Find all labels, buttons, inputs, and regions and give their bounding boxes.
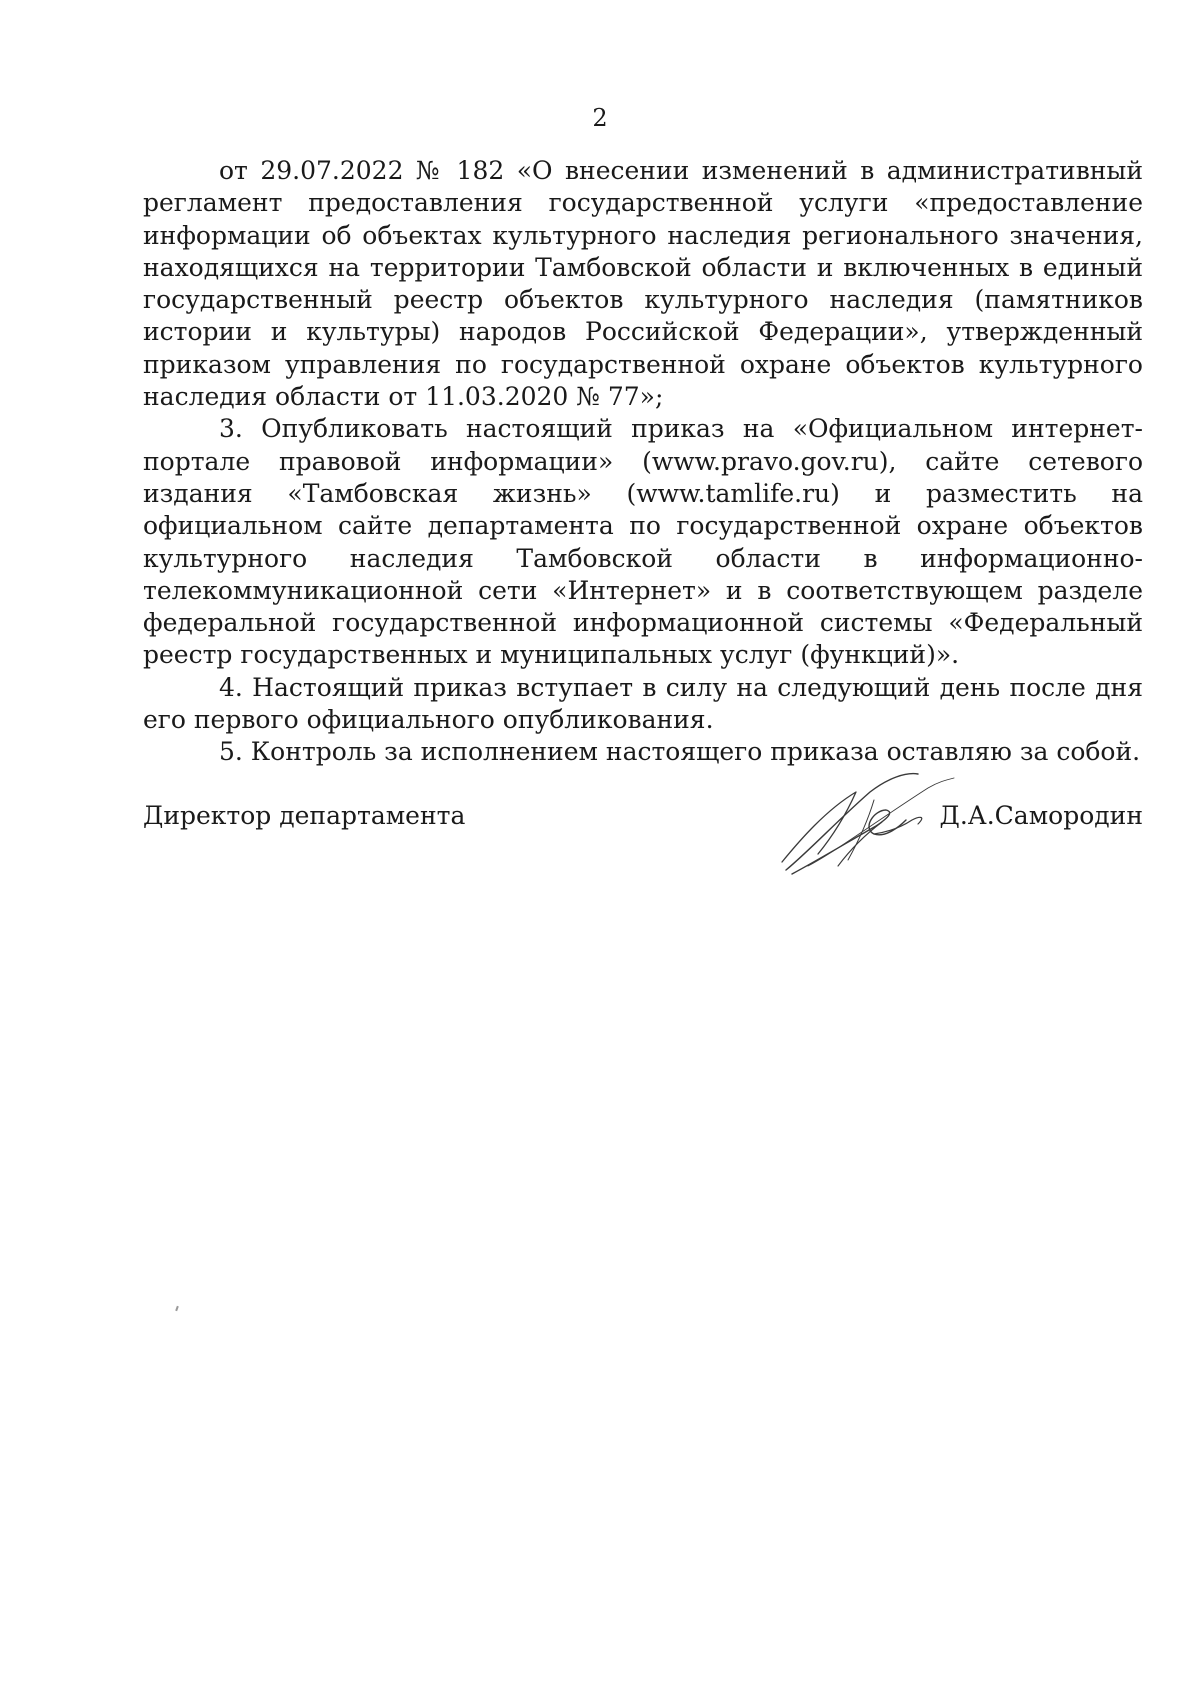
paragraph-amendment-reference: от 29.07.2022 № 182 «О внесении изменений в административный регламент предоставления государственной услуги «предоставление информации об объектах культурного наследия регионального значения, находящихся на территории Тамбовской области и включенных в единый государственный реестр объектов культурного наследия (памятников истории и культуры) народов Российской Федерации», утвержденный приказом управления по государственной охране объектов культурного наследия области от 11.03.2020 № 77»; <box>143 156 1143 412</box>
page-number: 2 <box>592 104 608 132</box>
paragraph-publication-order: 3. Опубликовать настоящий приказ на «Официальном интернет-портале правовой информации» (www.pravo.gov.ru), сайте сетевого издания «Тамбовская жизнь» (www.tamlife.ru) и разместить на официальном сайте департамента по государственной охране объектов культурного наследия Тамбовской области в информационно-телекоммуникационной сети «Интернет» и в соответствующем разделе федеральной государственной информационной системы «Федеральный реестр государственных и муниципальных услуг (функций)». <box>143 414 1143 670</box>
handwritten-signature-icon <box>778 770 958 880</box>
signer-name: Д.А.Самородин <box>939 801 1143 830</box>
paragraph-effective-date: 4. Настоящий приказ вступает в силу на следующий день после дня его первого официального опубликования. <box>143 672 1143 735</box>
scan-speck <box>175 1306 179 1311</box>
document-body <box>143 155 1143 769</box>
signer-position: Директор департамента <box>143 801 466 830</box>
signature-block <box>143 800 1143 840</box>
paragraph-control-clause: 5. Контроль за исполнением настоящего приказа оставляю за собой. <box>219 737 1141 767</box>
